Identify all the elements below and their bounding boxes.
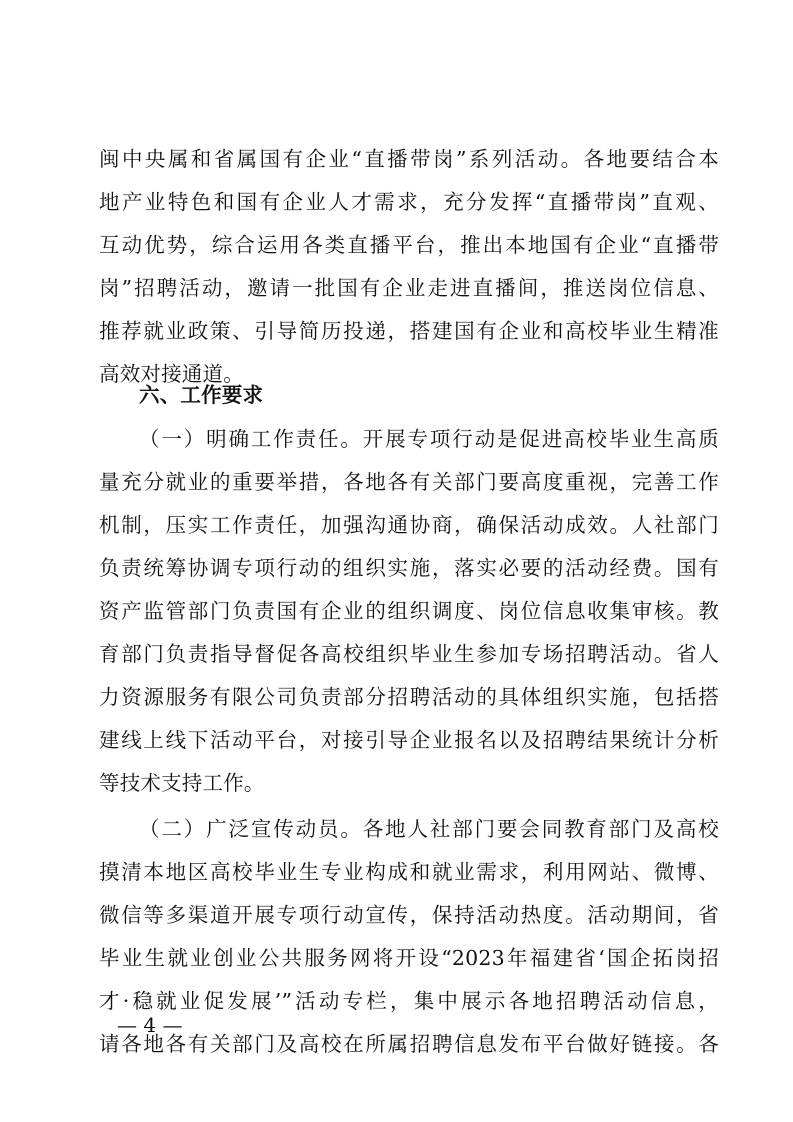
- paragraph-line: 量充分就业的重要举措，各地各有关部门要高度重视，完善工作: [99, 470, 719, 494]
- paragraph-line: 机制，压实工作责任，加强沟通协商，确保活动成效。人社部门: [99, 513, 719, 537]
- paragraph-line: 负责统筹协调专项行动的组织实施，落实必要的活动经费。国有: [99, 556, 719, 580]
- paragraph-line: 闽中央属和省属国有企业“直播带岗”系列活动。各地要结合本: [99, 147, 719, 171]
- paragraph-line: 请各地各有关部门及高校在所属招聘信息发布平台做好链接。各: [99, 1032, 719, 1056]
- paragraph-line: 高效对接通道。: [99, 362, 244, 386]
- paragraph-line: 建线上线下活动平台，对接引导企业报名以及招聘结果统计分析: [99, 728, 719, 752]
- paragraph-line: 才·稳就业促发展’”活动专栏，集中展示各地招聘活动信息，: [99, 989, 719, 1013]
- paragraph-line: 岗”招聘活动，邀请一批国有企业走进直播间，推送岗位信息、: [99, 276, 719, 300]
- section-heading: 六、工作要求: [139, 383, 264, 407]
- paragraph-line: 摸清本地区高校毕业生专业构成和就业需求，利用网站、微博、: [99, 860, 719, 884]
- paragraph-line: 力资源服务有限公司负责部分招聘活动的具体组织实施，包括搭: [99, 685, 719, 709]
- paragraph-line: 育部门负责指导督促各高校组织毕业生参加专场招聘活动。省人: [99, 642, 719, 666]
- paragraph-line: 微信等多渠道开展专项行动宣传，保持活动热度。活动期间，省: [99, 903, 719, 927]
- paragraph-line: 互动优势，综合运用各类直播平台，推出本地国有企业“直播带: [99, 233, 719, 257]
- paragraph-line: （二）广泛宣传动员。各地人社部门要会同教育部门及高校: [139, 817, 719, 841]
- page-number: — 4 —: [117, 1013, 183, 1037]
- paragraph-line: （一）明确工作责任。开展专项行动是促进高校毕业生高质: [139, 427, 719, 451]
- paragraph-line: 毕业生就业创业公共服务网将开设“2023年福建省‘国企拓岗招: [99, 946, 719, 970]
- paragraph-line: 推荐就业政策、引导简历投递，搭建国有企业和高校毕业生精准: [99, 319, 719, 343]
- paragraph-line: 资产监管部门负责国有企业的组织调度、岗位信息收集审核。教: [99, 599, 719, 623]
- paragraph-line: 等技术支持工作。: [99, 771, 265, 795]
- paragraph-line: 地产业特色和国有企业人才需求，充分发挥“直播带岗”直观、: [99, 190, 719, 214]
